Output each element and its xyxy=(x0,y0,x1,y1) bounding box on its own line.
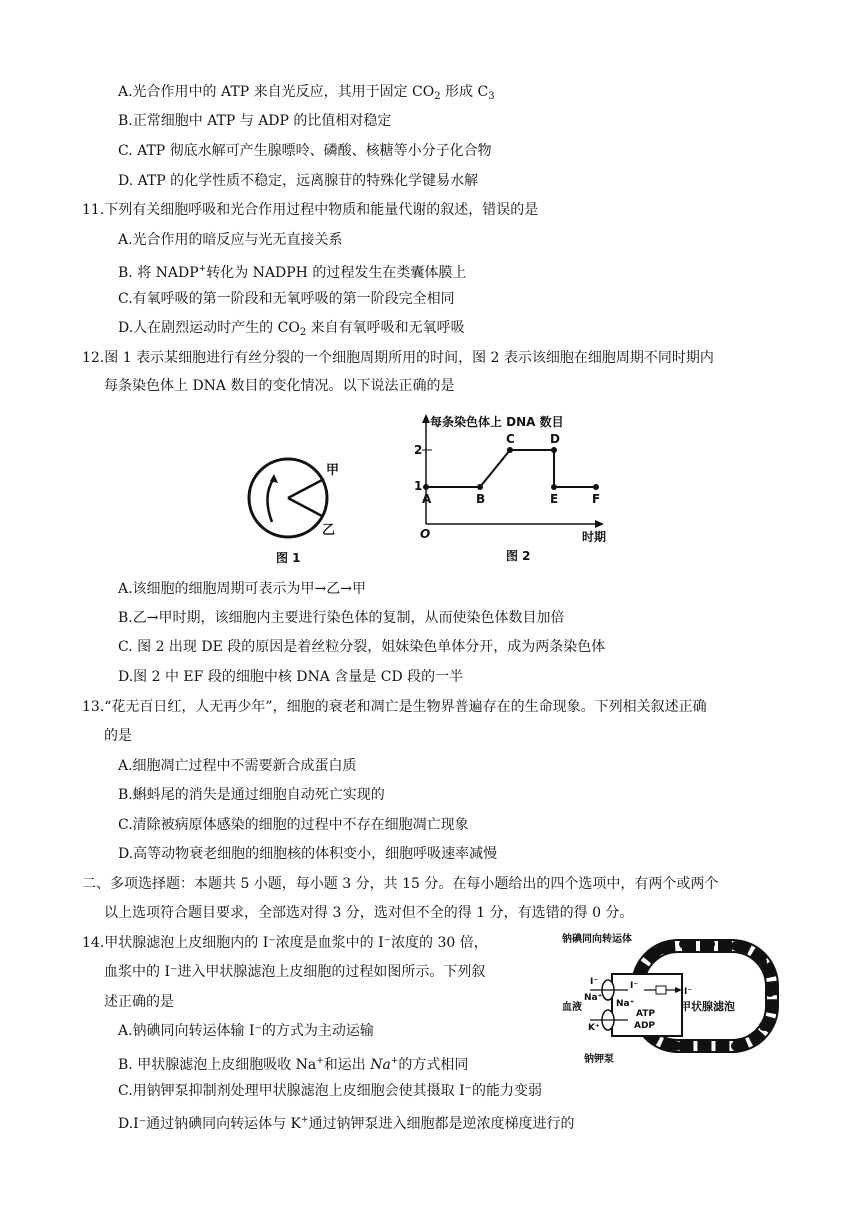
tick-label-1: 1 xyxy=(414,479,423,493)
q10-option-a: A.光合作用中的 ATP 来自光反应，其用于固定 $CO_2$ 形成 $C_3$ xyxy=(118,84,495,102)
label-follicle: 甲状腺滤泡 xyxy=(680,1000,735,1013)
q11-option-d: D.人在剧烈运动时产生的 $CO_2$ 来自有氧呼吸和无氧呼吸 xyxy=(118,320,465,338)
q14-stem-line1: 14.甲状腺滤泡上皮细胞内的 I⁻浓度是血浆中的 I⁻浓度的 30 倍， xyxy=(82,935,488,951)
q11-option-c: C.有氧呼吸的第一阶段和无氧呼吸的第一阶段完全相同 xyxy=(118,291,455,307)
section2-heading-line2: 以上选项符合题目要求，全部选对得 3 分，选对但不全的得 1 分，有选错的得 0 分。 xyxy=(104,905,634,921)
data-point-F xyxy=(593,484,599,490)
fig1-label-yi: 乙 xyxy=(322,523,336,538)
q12-option-c: C. 图 2 出现 DE 段的原因是着丝粒分裂，姐妹染色单体分开，成为两条染色体 xyxy=(118,639,606,655)
fig2-caption: 图 2 xyxy=(506,549,531,563)
figure-2-dna-chart xyxy=(410,410,610,570)
data-point-B xyxy=(477,484,483,490)
label-pump: 钠钾泵 xyxy=(584,1054,614,1065)
q13-option-a: A.细胞凋亡过程中不需要新合成蛋白质 xyxy=(118,758,357,774)
q11-option-b: B. 将 NADP+转化为 NADPH 的过程发生在类囊体膜上 xyxy=(118,264,467,281)
y-axis-label: 每条染色体上 DNA 数目 xyxy=(430,415,564,429)
q14-stem-line2: 血浆中的 I⁻进入甲状腺滤泡上皮细胞的过程如图所示。下列叙 xyxy=(104,964,486,980)
label-k: K⁺ xyxy=(588,1023,600,1033)
fig1-label-jia: 甲 xyxy=(326,463,340,478)
q12-option-a: A.该细胞的细胞周期可表示为甲→乙→甲 xyxy=(118,581,367,597)
figure-1-cell-cycle xyxy=(240,450,360,570)
q13-stem-line1: 13.“花无百日红，人无再少年”，细胞的衰老和凋亡是生物界普遍存在的生命现象。下列相关叙述正确 xyxy=(82,699,707,715)
q13-option-b: B.蝌蚪尾的消失是通过细胞自动死亡实现的 xyxy=(118,787,385,803)
point-label-F: F xyxy=(592,492,601,506)
label-na-out: Na⁺ xyxy=(584,993,603,1003)
q10-option-c: C. ATP 彻底水解可产生腺嘌呤、磷酸、核糖等小分子化合物 xyxy=(118,143,492,159)
q10-option-b: B.正常细胞中 ATP 与 ADP 的比值相对稳定 xyxy=(118,113,392,129)
section2-heading-line1: 二、多项选择题：本题共 5 小题，每小题 3 分，共 15 分。在每小题给出的四个选项中，有两个或两个 xyxy=(82,876,719,892)
q11-option-a: A.光合作用的暗反应与光无直接关系 xyxy=(118,232,343,248)
origin-label: O xyxy=(420,527,431,541)
label-na-in: Na⁺ xyxy=(616,999,635,1009)
data-point-C xyxy=(507,447,513,453)
q14-option-c: C.用钠钾泵抑制剂处理甲状腺滤泡上皮细胞会使其摄取 I⁻的能力变弱 xyxy=(118,1083,543,1099)
q13-option-c: C.清除被病原体感染的细胞的过程中不存在细胞凋亡现象 xyxy=(118,817,469,833)
q11-stem: 11.下列有关细胞呼吸和光合作用过程中物质和能量代谢的叙述，错误的是 xyxy=(82,202,539,218)
point-label-B: B xyxy=(476,492,486,506)
q14-option-d: D.I⁻通过钠碘同向转运体与 K+通过钠钾泵进入细胞都是逆浓度梯度进行的 xyxy=(118,1115,575,1132)
q10-option-d: D. ATP 的化学性质不稳定，远离腺苷的特殊化学键易水解 xyxy=(118,173,479,189)
q12-stem-line2: 每条染色体上 DNA 数目的变化情况。以下说法正确的是 xyxy=(104,378,455,394)
q12-option-b: B.乙→甲时期，该细胞内主要进行染色体的复制，从而使染色体数目加倍 xyxy=(118,610,565,626)
q14-stem-line3: 述正确的是 xyxy=(104,994,174,1010)
x-axis-label: 时期 xyxy=(582,530,607,544)
dna-series-line xyxy=(426,450,596,487)
q13-stem-line2: 的是 xyxy=(104,728,132,744)
data-point-D xyxy=(551,447,557,453)
point-label-A: A xyxy=(422,492,432,506)
point-label-D: D xyxy=(550,432,560,446)
q12-stem-line1: 12.图 1 表示某细胞进行有丝分裂的一个细胞周期所用的时间，图 2 表示该细胞在细胞周期不同时期内 xyxy=(82,350,714,366)
label-iodide-in: I⁻ xyxy=(630,981,639,991)
q12-option-d: D.图 2 中 EF 段的细胞中核 DNA 含量是 CD 段的一半 xyxy=(118,669,464,685)
data-point-A xyxy=(423,484,429,490)
label-adp: ADP xyxy=(634,1021,656,1031)
tick-label-2: 2 xyxy=(414,443,423,457)
label-atp: ATP xyxy=(636,1009,656,1019)
q14-option-a: A.钠碘同向转运体输 I⁻的方式为主动运输 xyxy=(118,1023,374,1039)
q14-option-b: B. 甲状腺滤泡上皮细胞吸收 Na+和运出 Na+的方式相同 xyxy=(118,1056,469,1073)
point-label-C: C xyxy=(506,432,515,446)
data-point-E xyxy=(551,484,557,490)
q14-thyroid-follicle-diagram xyxy=(560,932,790,1072)
label-iodide-out: I⁻ xyxy=(590,977,599,987)
q13-option-d: D.高等动物衰老细胞的细胞核的体积变小，细胞呼吸速率减慢 xyxy=(118,846,498,862)
label-blood: 血液 xyxy=(562,1002,582,1013)
label-iodide-lumen: I⁻ xyxy=(684,987,693,997)
point-label-E: E xyxy=(550,492,559,506)
fig1-caption: 图 1 xyxy=(276,551,301,565)
label-symporter: 钠碘同向转运体 xyxy=(562,934,632,945)
